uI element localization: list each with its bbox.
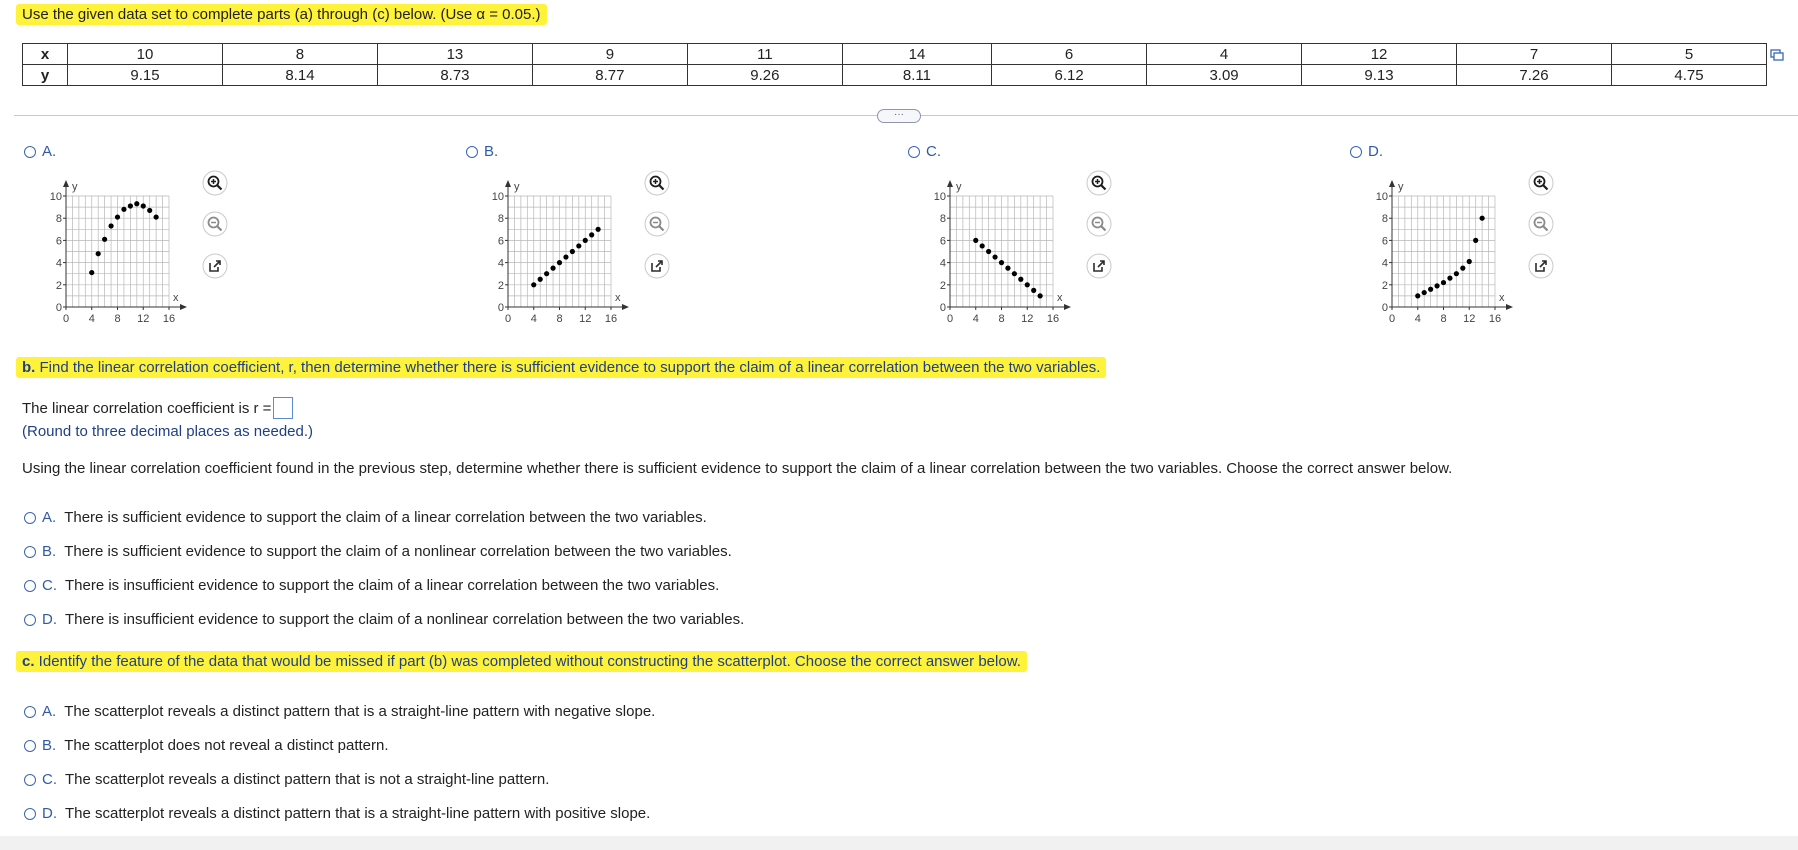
y-tick-label: 8: [55, 213, 62, 226]
y-tick-label: 10: [1375, 191, 1388, 203]
y-tick-label: 2: [55, 279, 62, 292]
x-label: x: [23, 44, 68, 65]
part-b-choice-a[interactable]: [24, 509, 707, 526]
choice-text: There is sufficient evidence to support the claim of a linear correlation between the two variables.: [64, 509, 707, 526]
choice-text: The scatterplot reveals a distinct pattern that is a straight-line pattern with positive slope.: [65, 805, 651, 822]
x-cell: 14: [842, 44, 991, 65]
part-c-heading: [16, 653, 1027, 670]
data-point: [1434, 283, 1439, 288]
part-c-letter: c.: [22, 653, 35, 670]
x-cell: 13: [377, 44, 532, 65]
choice-letter: A.: [42, 703, 57, 720]
x-tick-label: 0: [62, 313, 70, 325]
data-point: [1012, 271, 1017, 276]
x-tick-label: 8: [114, 313, 121, 325]
data-point: [102, 237, 107, 242]
choice-letter: B.: [42, 543, 57, 560]
data-point: [141, 203, 146, 208]
x-tick-label: 8: [1440, 313, 1447, 325]
data-point: [1018, 277, 1023, 282]
part-b-heading-text: Find the linear correlation coefficient, r, then determine whether there is sufficient evidence to support the claim of a linear correlation between the two variables.: [35, 359, 1101, 376]
y-cell: 8.73: [377, 65, 532, 86]
data-point: [108, 223, 113, 228]
data-point: [999, 260, 1004, 265]
data-point: [1422, 290, 1427, 295]
choice-text: The scatterplot reveals a distinct pattern that is a straight-line pattern with negative slope.: [64, 703, 656, 720]
data-point: [121, 207, 126, 212]
data-point: [570, 249, 575, 254]
x-axis-label: x: [1057, 292, 1063, 304]
y-tick-label: 2: [497, 279, 504, 292]
y-cell: 3.09: [1147, 65, 1302, 86]
x-axis-arrow: [1064, 304, 1071, 310]
data-point: [115, 214, 120, 219]
radio-icon[interactable]: [24, 512, 36, 524]
intro-text: [16, 6, 547, 23]
y-tick-label: 2: [939, 279, 946, 292]
data-point: [1005, 266, 1010, 271]
y-tick-label: 8: [1381, 213, 1388, 226]
data-point: [1480, 216, 1485, 221]
x-tick-label: 12: [1021, 313, 1034, 325]
y-tick-label: 10: [933, 191, 946, 203]
x-cell: 8: [222, 44, 377, 65]
y-cell: 8.14: [222, 65, 377, 86]
plot-option-b[interactable]: [466, 143, 498, 160]
round-note: (Round to three decimal places as needed.): [22, 423, 314, 440]
y-cell: 9.15: [68, 65, 223, 86]
data-point: [89, 270, 94, 275]
copy-table-icon[interactable]: [1770, 49, 1784, 61]
choice-text: There is insufficient evidence to support the claim of a nonlinear correlation between the two variables.: [65, 611, 745, 628]
y-tick-label: 4: [939, 257, 946, 270]
data-point: [973, 238, 978, 243]
radio-icon[interactable]: [1350, 146, 1362, 158]
data-point: [986, 249, 991, 254]
x-axis-arrow: [622, 304, 629, 310]
plot-option-d[interactable]: [1350, 143, 1383, 160]
part-b-choice-d[interactable]: [24, 611, 744, 628]
y-tick-label: 0: [939, 302, 946, 314]
x-tick-label: 16: [1488, 313, 1502, 325]
data-point: [128, 203, 133, 208]
x-tick-label: 16: [162, 313, 176, 325]
data-point: [1460, 266, 1465, 271]
choice-letter: B.: [42, 737, 57, 754]
y-tick-label: 0: [55, 302, 62, 314]
part-b-highlight: [16, 357, 1106, 378]
y-axis-label: y: [1398, 181, 1404, 193]
data-point: [557, 260, 562, 265]
data-point: [531, 282, 536, 287]
y-cell: 8.77: [532, 65, 687, 86]
data-point: [596, 227, 601, 232]
y-cell: 8.11: [842, 65, 991, 86]
choice-letter: C.: [42, 577, 57, 594]
choice-letter: C.: [42, 771, 57, 788]
bottom-scrollbar: [0, 836, 1798, 850]
y-tick-label: 6: [55, 235, 62, 248]
part-c-heading-text: Identify the feature of the data that would be missed if part (b) was completed without constructing the scatterplot. Choose the correct answer below.: [34, 653, 1021, 670]
x-axis-arrow: [180, 304, 187, 310]
zoom-in-icon[interactable]: [202, 170, 228, 196]
choice-text: There is insufficient evidence to support the claim of a linear correlation between the two variables.: [65, 577, 720, 594]
y-tick-label: 10: [491, 191, 504, 203]
choice-text: There is sufficient evidence to support the claim of a nonlinear correlation between the two variables.: [64, 543, 732, 560]
r-prompt-text: The linear correlation coefficient is r =: [22, 400, 272, 417]
y-axis-arrow: [63, 180, 69, 187]
data-point: [1415, 293, 1420, 298]
data-table: [22, 43, 1767, 86]
plot-option-a[interactable]: [24, 143, 56, 160]
data-point: [1025, 282, 1030, 287]
x-tick-label: 0: [504, 313, 512, 325]
data-point: [147, 208, 152, 213]
part-b-letter: b.: [22, 359, 36, 376]
zoom-in-icon[interactable]: [1086, 170, 1112, 196]
choice-letter: D.: [42, 805, 57, 822]
data-point: [1428, 287, 1433, 292]
part-b-question: Using the linear correlation coefficient found in the previous step, determine whether there is sufficient evidence to support the claim of a linear correlation between the two variables. Choose the correct answer below.: [22, 460, 1453, 477]
intro-highlight: Use the given data set to complete parts (a) through (c) below. (Use α = 0.05.): [16, 4, 547, 25]
choice-text: The scatterplot does not reveal a distinct pattern.: [64, 737, 389, 754]
y-tick-label: 4: [1381, 257, 1388, 270]
y-axis-label: y: [956, 181, 962, 193]
y-cell: 9.26: [687, 65, 842, 86]
expand-button[interactable]: ···: [877, 109, 921, 123]
y-axis-label: y: [514, 181, 520, 193]
x-cell: 12: [1302, 44, 1457, 65]
part-b-heading: [16, 359, 1106, 376]
radio-icon[interactable]: [24, 774, 36, 786]
x-tick-label: 8: [998, 313, 1005, 325]
choice-text: The scatterplot reveals a distinct pattern that is not a straight-line pattern.: [65, 771, 550, 788]
data-point: [1031, 288, 1036, 293]
y-tick-label: 6: [497, 235, 504, 248]
y-row: [23, 65, 1767, 86]
data-point: [576, 243, 581, 248]
data-point: [550, 266, 555, 271]
x-row: [23, 44, 1767, 65]
part-c-highlight: [16, 651, 1027, 672]
zoom-in-icon[interactable]: [1528, 170, 1554, 196]
x-cell: 11: [687, 44, 842, 65]
radio-icon[interactable]: [24, 580, 36, 592]
plot-option-c[interactable]: [908, 143, 941, 160]
y-tick-label: 0: [497, 302, 504, 314]
data-point: [1467, 259, 1472, 264]
y-axis-arrow: [505, 180, 511, 187]
radio-icon[interactable]: [24, 740, 36, 752]
x-axis-label: x: [1499, 292, 1505, 304]
plot-option-letter: C.: [926, 143, 941, 160]
zoom-out-icon[interactable]: [644, 211, 670, 237]
part-c-choice-a[interactable]: [24, 703, 655, 720]
y-tick-label: 0: [1381, 302, 1388, 314]
part-b-choice-c[interactable]: [24, 577, 719, 594]
y-tick-label: 8: [939, 213, 946, 226]
x-cell: 7: [1457, 44, 1612, 65]
scatterplot: [28, 168, 188, 325]
data-point: [1447, 276, 1452, 281]
choice-letter: A.: [42, 509, 57, 526]
plot-option-letter: D.: [1368, 143, 1383, 160]
data-point: [154, 214, 159, 219]
part-c-choice-b[interactable]: [24, 737, 389, 754]
y-tick-label: 4: [55, 257, 62, 270]
x-axis-arrow: [1506, 304, 1513, 310]
x-cell: 10: [68, 44, 223, 65]
scatterplot: [912, 168, 1072, 325]
y-axis-arrow: [1389, 180, 1395, 187]
y-axis-arrow: [947, 180, 953, 187]
open-in-new-window-icon[interactable]: [202, 253, 228, 279]
x-tick-label: 4: [88, 313, 95, 325]
x-tick-label: 12: [1463, 313, 1476, 325]
y-cell: 6.12: [992, 65, 1147, 86]
data-point: [96, 251, 101, 256]
x-tick-label: 12: [579, 313, 592, 325]
data-point: [1454, 271, 1459, 276]
data-point: [583, 238, 588, 243]
data-point: [544, 271, 549, 276]
part-c-choice-d[interactable]: [24, 805, 650, 822]
x-cell: 5: [1611, 44, 1766, 65]
y-axis-label: y: [72, 181, 78, 193]
data-point: [1441, 280, 1446, 285]
y-tick-label: 10: [49, 191, 62, 203]
y-cell: 7.26: [1457, 65, 1612, 86]
y-tick-label: 2: [1381, 279, 1388, 292]
zoom-out-icon[interactable]: [1086, 211, 1112, 237]
zoom-out-icon[interactable]: [1528, 211, 1554, 237]
data-point: [980, 243, 985, 248]
y-tick-label: 6: [939, 235, 946, 248]
data-point: [563, 254, 568, 259]
y-label: y: [23, 65, 68, 86]
x-tick-label: 12: [137, 313, 150, 325]
x-axis-label: x: [173, 292, 179, 304]
r-answer-input[interactable]: [273, 397, 293, 419]
zoom-in-icon[interactable]: [644, 170, 670, 196]
x-tick-label: 4: [1414, 313, 1421, 325]
radio-icon[interactable]: [466, 146, 478, 158]
radio-icon[interactable]: [24, 146, 36, 158]
part-b-choice-b[interactable]: [24, 543, 732, 560]
data-point: [589, 232, 594, 237]
scatterplot: [1354, 168, 1514, 325]
x-tick-label: 16: [1046, 313, 1060, 325]
x-tick-label: 4: [530, 313, 537, 325]
radio-icon[interactable]: [24, 546, 36, 558]
data-point: [538, 277, 543, 282]
plot-option-letter: A.: [42, 143, 57, 160]
zoom-out-icon[interactable]: [202, 211, 228, 237]
data-point: [992, 254, 997, 259]
radio-icon[interactable]: [24, 614, 36, 626]
open-in-new-window-icon[interactable]: [1528, 253, 1554, 279]
x-tick-label: 8: [556, 313, 563, 325]
x-cell: 6: [992, 44, 1147, 65]
radio-icon[interactable]: [908, 146, 920, 158]
x-tick-label: 0: [946, 313, 954, 325]
y-tick-label: 6: [1381, 235, 1388, 248]
open-in-new-window-icon[interactable]: [1086, 253, 1112, 279]
scatterplot: [470, 168, 630, 325]
y-cell: 9.13: [1302, 65, 1457, 86]
y-tick-label: 4: [497, 257, 504, 270]
x-cell: 9: [532, 44, 687, 65]
radio-icon[interactable]: [24, 706, 36, 718]
x-tick-label: 4: [972, 313, 979, 325]
data-point: [1473, 238, 1478, 243]
open-in-new-window-icon[interactable]: [644, 253, 670, 279]
data-point: [134, 201, 139, 206]
data-point: [1038, 293, 1043, 298]
choice-letter: D.: [42, 611, 57, 628]
plot-option-letter: B.: [484, 143, 499, 160]
x-tick-label: 0: [1388, 313, 1396, 325]
y-tick-label: 8: [497, 213, 504, 226]
x-cell: 4: [1147, 44, 1302, 65]
x-tick-label: 16: [604, 313, 618, 325]
part-c-choice-c[interactable]: [24, 771, 549, 788]
x-axis-label: x: [615, 292, 621, 304]
y-cell: 4.75: [1611, 65, 1766, 86]
r-prompt: [22, 397, 293, 419]
radio-icon[interactable]: [24, 808, 36, 820]
